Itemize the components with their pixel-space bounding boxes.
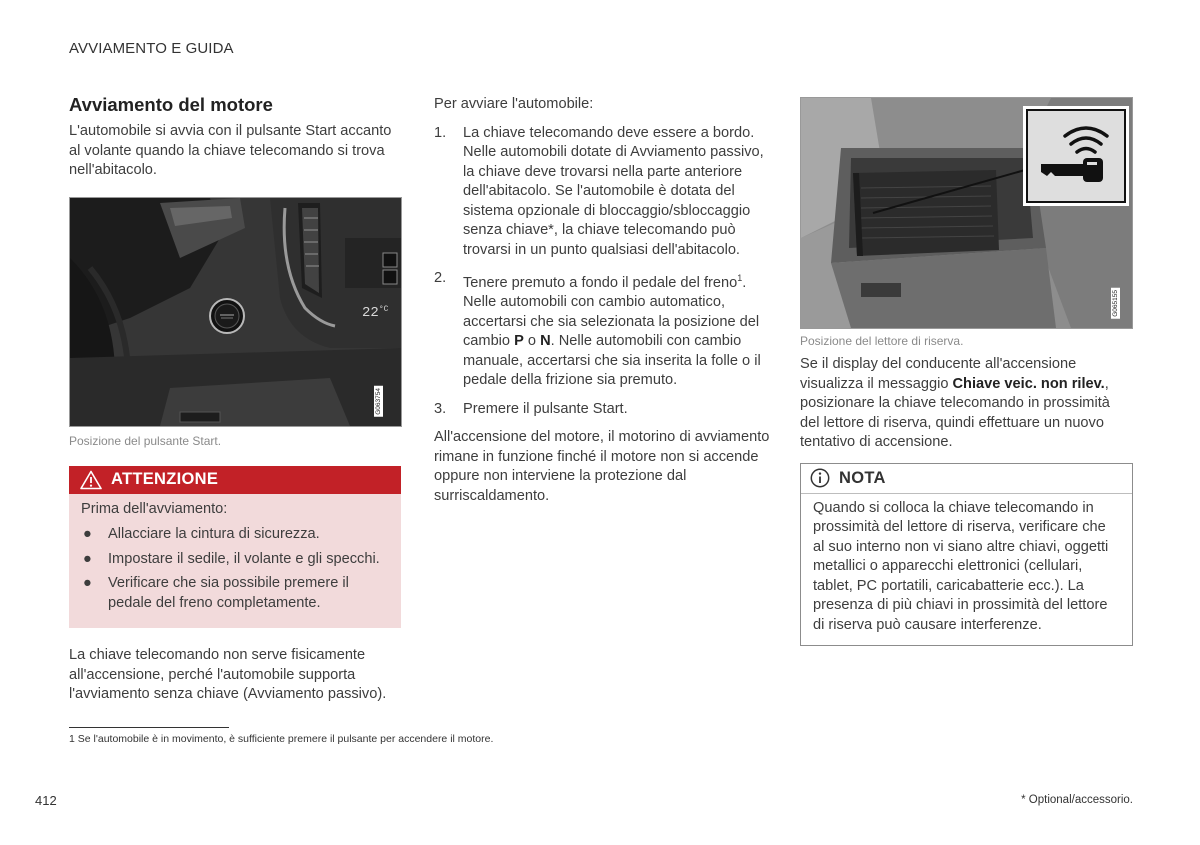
note-text: Quando si colloca la chiave telecomando in prossimità del lettore di riserva, verificare che al suo interno non vi siano altre chiavi, oggetti metallici o apparecchi elettronici (cellulari, tablet, PC portatili, caricabatterie ecc.). La presenza di più chiavi in prossimità del lettore di riserva può causare interferenze. xyxy=(813,499,1109,633)
warning-item: ● Verificare che sia possibile premere il pedale del freno completamente. xyxy=(83,575,349,611)
note-header xyxy=(801,464,1132,494)
footnote-divider xyxy=(69,727,229,728)
step-item xyxy=(434,124,772,261)
note-box xyxy=(800,463,1133,647)
footnote-ref: 1 xyxy=(737,273,743,283)
footnote-text: Se l'automobile è in movimento, è sufficiente premere il pulsante per accendere il motore. xyxy=(74,733,494,745)
footnote-mark: 1 xyxy=(69,733,75,745)
backup-reader-paragraph: Se il display del conducente all'accensione visualizza il messaggio Chiave veic. non rilev., posizionare la chiave telecomando in prossimità del lettore di riserva, quindi effettuare un nuovo tentativo di accensione. xyxy=(800,356,1110,450)
page-number: 412 xyxy=(35,793,57,808)
step-item xyxy=(434,400,772,420)
column-2 xyxy=(434,94,772,506)
gear-n: N xyxy=(540,333,551,350)
photo-code: G063754 xyxy=(375,387,382,415)
starter-paragraph: All'accensione del motore, il motorino di avviamento rimane in funzione finché il motore non si accende oppure non interviene la protezione dal surriscaldamento. xyxy=(434,429,770,504)
backup-reader-photo xyxy=(800,97,1133,329)
warning-item: ● Impostare il sedile, il volante e gli specchi. xyxy=(83,550,380,567)
steps-lead: Per avviare l'automobile: xyxy=(434,96,594,112)
warning-body xyxy=(69,494,401,629)
optional-accessory-note: * Optional/accessorio. xyxy=(1021,794,1133,806)
start-button-photo xyxy=(69,197,402,427)
dash-temp-display xyxy=(362,305,388,321)
note-title: NOTA xyxy=(839,468,886,487)
key-reader-icon xyxy=(1033,122,1117,186)
step-text: Tenere premuto a fondo il pedale del freno xyxy=(463,274,738,291)
gear-p: P xyxy=(514,333,524,350)
photo-caption: Posizione del lettore di riserva. xyxy=(800,334,964,348)
dash-temp-unit: °C xyxy=(378,304,389,314)
start-steps-list xyxy=(434,124,772,420)
warning-title: ATTENZIONE xyxy=(111,470,219,488)
warning-list xyxy=(81,525,389,613)
start-button-illustration xyxy=(70,198,401,426)
warning-header xyxy=(69,466,401,494)
column-1 xyxy=(69,94,401,705)
info-icon xyxy=(810,468,830,488)
footnote xyxy=(69,733,493,745)
passive-start-paragraph: La chiave telecomando non serve fisicamente all'accensione, perché l'automobile supporta l'avviamento senza chiave (Avviamento passivo). xyxy=(69,647,387,702)
step-number: 3. xyxy=(434,400,447,417)
step-item: 2. Tenere premuto a fondo il pedale del freno$^1$. Nelle automobili con cambio automatico, accertarsi che sia selezionata la posizione del cambio P o N. Nelle automobili con cambio manuale, accertarsi che sia inserita la folle o il pedale della frizione sia premuto. xyxy=(434,270,761,389)
step-text: Premere il pulsante Start. xyxy=(463,400,628,417)
warning-lead: Prima dell'avviamento: xyxy=(81,500,228,517)
driver-display-message: Chiave veic. non rilev. xyxy=(952,375,1105,392)
column-3 xyxy=(800,97,1133,646)
photo-code: G065155 xyxy=(1112,290,1119,317)
step-number: 1. xyxy=(434,124,447,141)
intro-paragraph: L'automobile si avvia con il pulsante Start accanto al volante quando la chiave telecomando si trova nell'abitacolo. xyxy=(69,123,392,178)
note-body xyxy=(801,494,1132,646)
warning-box xyxy=(69,466,401,629)
dash-temp-value: 22 xyxy=(362,304,379,321)
running-header: AVVIAMENTO E GUIDA xyxy=(69,40,234,57)
section-title: Avviamento del motore xyxy=(69,94,273,115)
warning-item: ● Allacciare la cintura di sicurezza. xyxy=(83,526,320,542)
warning-triangle-icon xyxy=(80,470,102,490)
photo-caption: Posizione del pulsante Start. xyxy=(69,433,222,448)
step-number: 2. xyxy=(434,270,447,286)
step-text: La chiave telecomando deve essere a bordo. Nelle automobili dotate di Avviamento passivo, la chiave deve trovarsi nella parte anteriore dell'abitacolo. Se l'automobile è dotata del sistema opzionale di bloccaggio/sbloccaggio senza chiave*, la chiave telecomando può trovarsi in un punto qualsiasi dell'abitacolo. xyxy=(463,124,764,258)
